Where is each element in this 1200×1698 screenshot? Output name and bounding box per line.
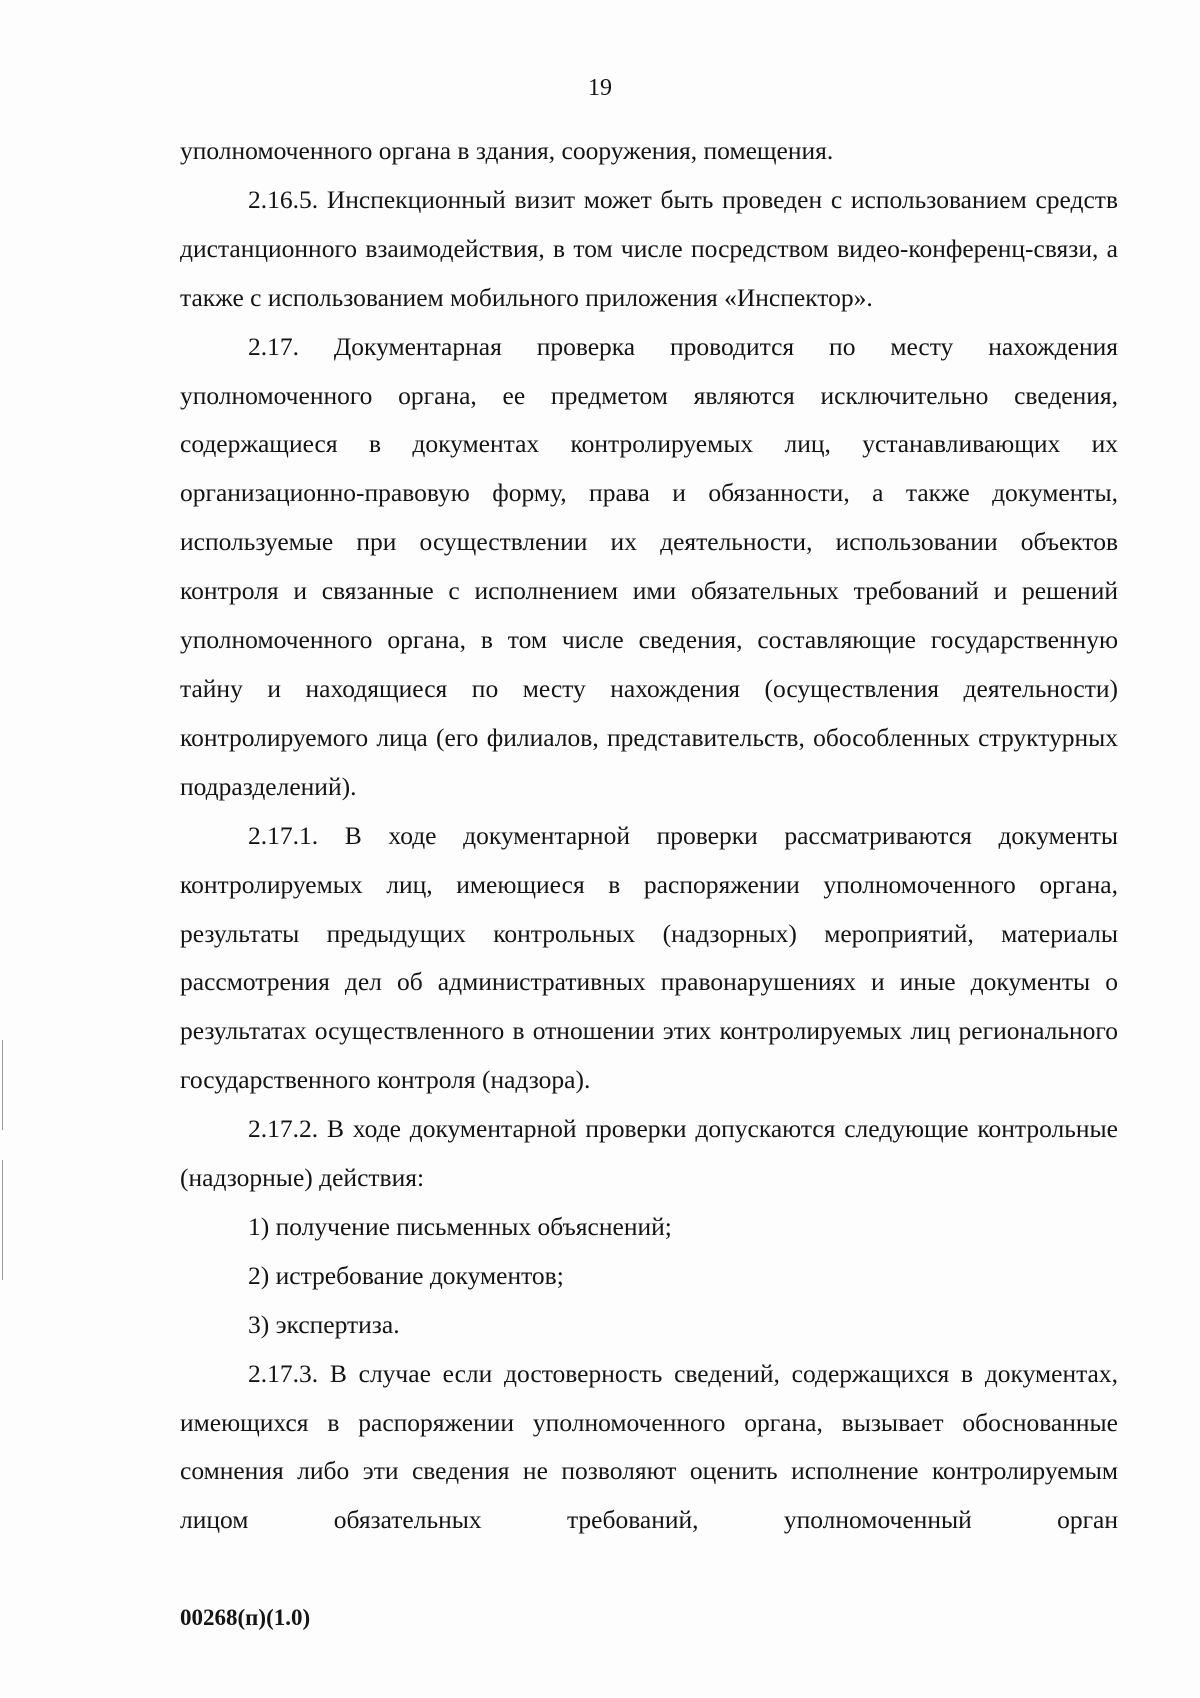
paragraph-2-16-5: 2.16.5. Инспекционный визит может быть проведен с использованием средств дистанционного взаимодействия, в том числе посредством видео-конференц-связи, а также с использованием мобильного приложения «Инспектор». [180,184,1118,312]
paragraph-continuation: уполномоченного органа в здания, сооружения, помещения. [180,136,834,165]
paragraph-2-17: 2.17. Документарная проверка проводится по месту нахождения уполномоченного органа, ее предметом являются исключительно сведения, содержащиеся в документах контролируемых лиц, устанавливающих их организационно-правовую форму, права и обязанности, а также документы, используемые при осуществлении их деятельности, использовании объектов контроля и связанные с исполнением ими обязательных требований и решений уполномоченного органа, в том числе сведения, составляющие государственную тайну и находящиеся по месту нахождения (осуществления деятельности) контролируемого лица (его филиалов, представительств, обособленных структурных подразделений). [180,331,1118,801]
paragraph-2-17-3: 2.17.3. В случае если достоверность сведений, содержащихся в документах, имеющихся в распоряжении уполномоченного органа, вызывает обоснованные сомнения либо эти сведения не позволяют оценить исполнение контролируемым лицом обязательных требований, уполномоченный орган [180,1358,1118,1535]
document-body [180,127,1118,1545]
list-item-3: 3) экспертиза. [248,1309,400,1339]
paragraph-2-17-1: 2.17.1. В ходе документарной проверки рассматриваются документы контролируемых лиц, имеющиеся в распоряжении уполномоченного органа, результаты предыдущих контрольных (надзорных) мероприятий, материалы рассмотрения дел об административных правонарушениях и иные документы о результатах осуществленного в отношении этих контролируемых лиц регионального государственного контроля (надзора). [180,820,1118,1095]
page-number: 19 [588,75,612,101]
paragraph-2-17-2: 2.17.2. В ходе документарной проверки допускаются следующие контрольные (надзорные) действия: [180,1114,1118,1193]
document-code: 00268(п)(1.0) [180,1605,311,1630]
list-item-1: 1) получение письменных объяснений; [248,1211,672,1241]
list-item-2: 2) истребование документов; [248,1260,564,1290]
scan-edge-mark [2,1040,3,1130]
scan-edge-mark [2,1160,3,1280]
